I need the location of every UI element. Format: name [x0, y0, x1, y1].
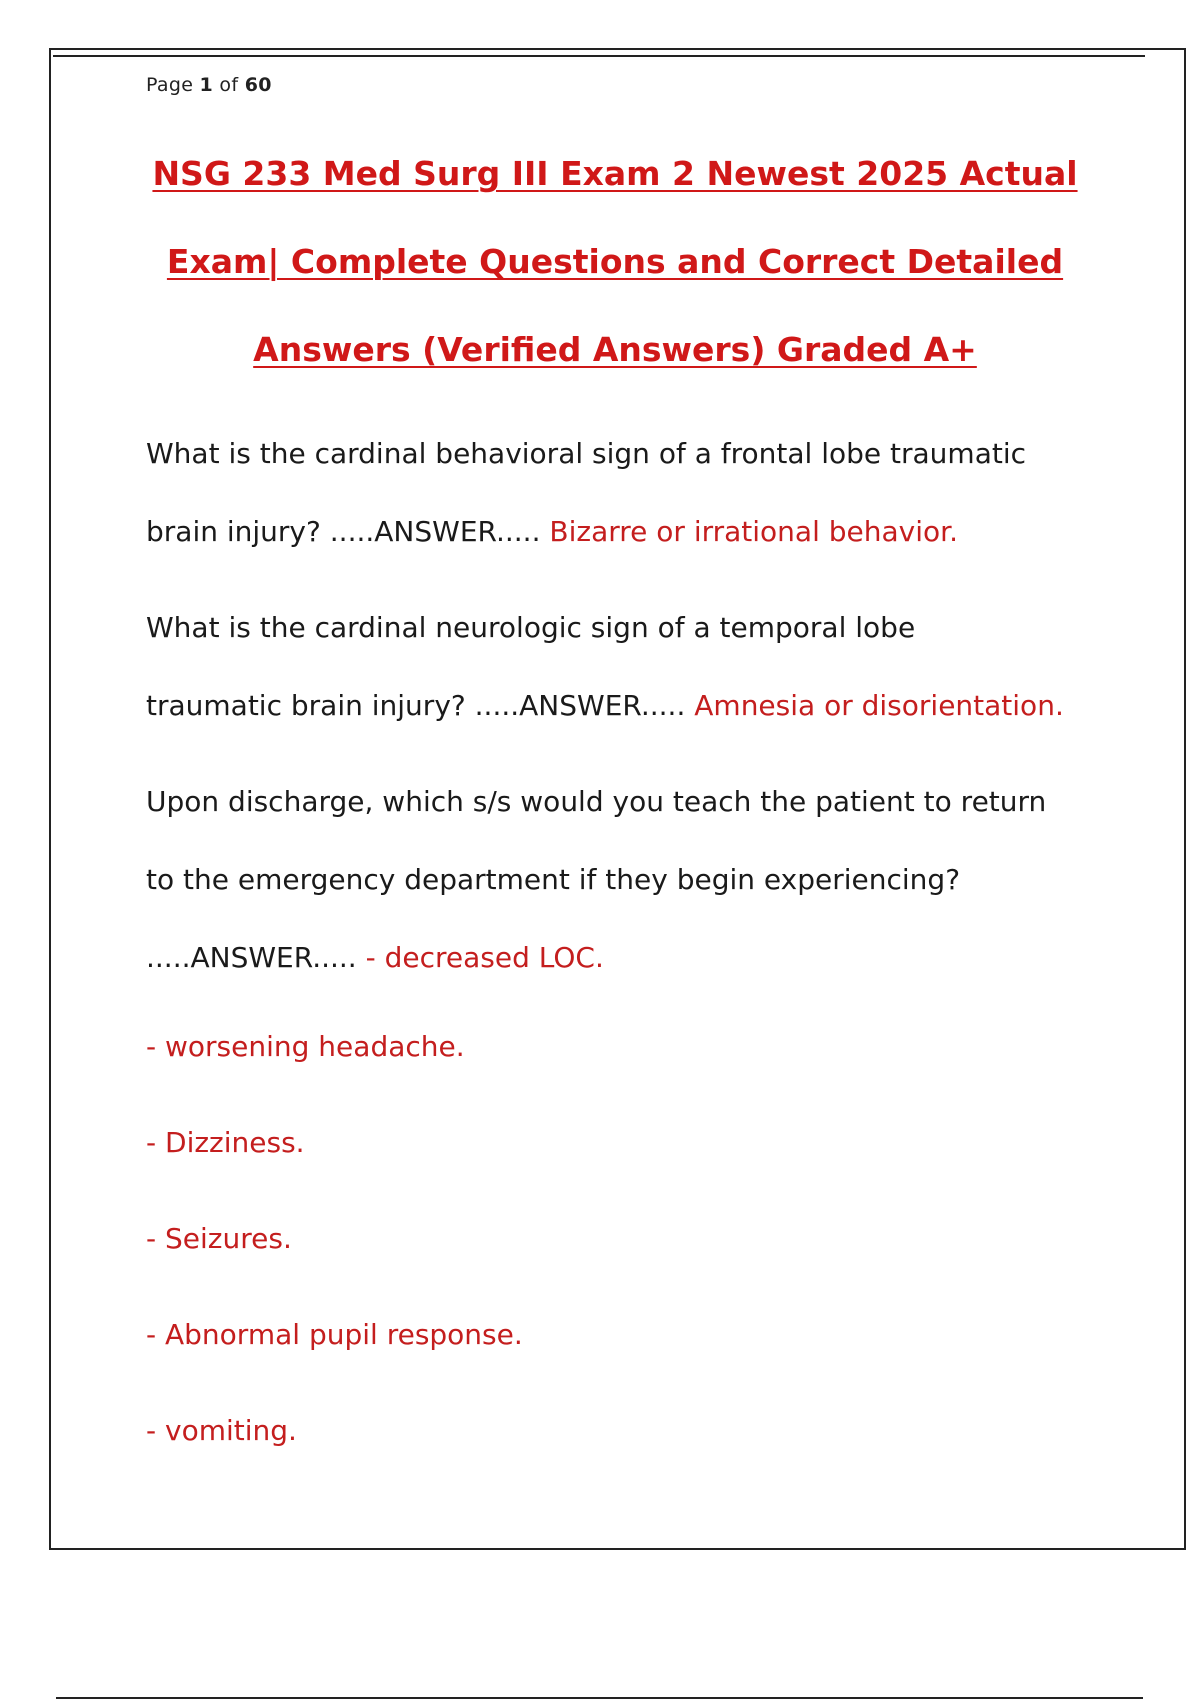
answer-bullet: - Dizziness. — [146, 1126, 305, 1159]
page-of: of — [219, 74, 239, 96]
answer-bullet: - Seizures. — [146, 1222, 292, 1255]
bottom-rule — [56, 1697, 1143, 1699]
question-text: traumatic brain injury? .....ANSWER..... — [146, 689, 686, 722]
question-text: What is the cardinal neurologic sign of a temporal lobe — [146, 611, 916, 644]
title-line-2: Exam| Complete Questions and Correct Detailed — [166, 242, 1064, 281]
qa-content — [146, 415, 1106, 1479]
title-line-3: Answers (Verified Answers) Graded A+ — [253, 330, 977, 369]
page-current: 1 — [199, 74, 214, 96]
question-answer-line — [146, 493, 1106, 571]
title-line-1: NSG 233 Med Surg III Exam 2 Newest 2025 Actual — [152, 154, 1078, 193]
question-answer-line — [146, 919, 1106, 997]
top-rule — [53, 55, 1145, 57]
answer-bullet: - vomiting. — [146, 1414, 297, 1447]
question-text: Upon discharge, which s/s would you teach the patient to return — [146, 785, 1047, 818]
answer-text: - decreased LOC. — [356, 941, 604, 974]
question-block — [146, 415, 1106, 571]
question-text: to the emergency department if they begin experiencing? — [146, 863, 961, 896]
answer-bullet: - worsening headache. — [146, 1030, 465, 1063]
question-text: brain injury? .....ANSWER..... — [146, 515, 541, 548]
question-text: .....ANSWER..... — [146, 941, 357, 974]
question-text: What is the cardinal behavioral sign of a frontal lobe traumatic — [146, 437, 1027, 470]
question-answer-line — [146, 667, 1106, 745]
page-total: 60 — [244, 74, 272, 96]
page-label: Page — [146, 74, 194, 96]
answer-text: Amnesia or disorientation. — [685, 689, 1064, 722]
question-block — [146, 763, 1106, 1479]
question-block — [146, 589, 1106, 745]
answer-bullet: - Abnormal pupil response. — [146, 1318, 523, 1351]
page-number — [146, 74, 272, 96]
answer-text: Bizarre or irrational behavior. — [540, 515, 958, 548]
document-title — [110, 130, 1120, 394]
